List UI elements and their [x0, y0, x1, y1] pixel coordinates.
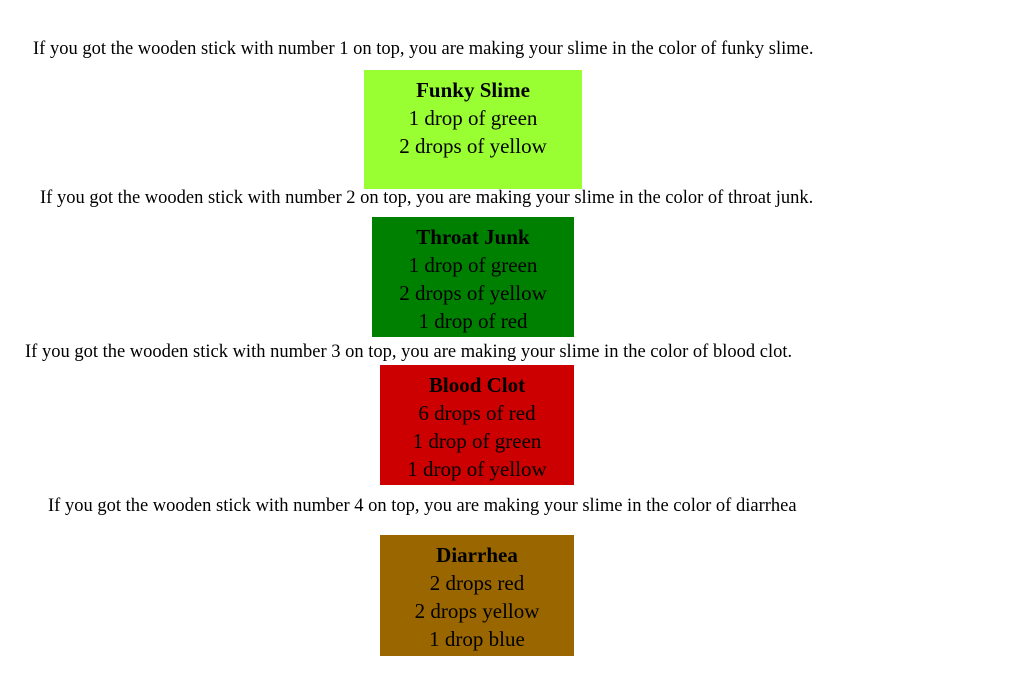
- color-box-throat-junk: [372, 217, 574, 337]
- instruction-stick-3: If you got the wooden stick with number 3 on top, you are making your slime in the color of blood clot.: [25, 342, 793, 362]
- ingredient: 2 drops of yellow: [399, 281, 547, 305]
- instruction-stick-2: If you got the wooden stick with number 2 on top, you are making your slime in the color of throat junk.: [40, 188, 814, 208]
- ingredient: 1 drop of green: [408, 106, 538, 130]
- instruction-stick-1: If you got the wooden stick with number 1 on top, you are making your slime in the color of funky slime.: [33, 39, 814, 59]
- ingredient: 1 drop of green: [408, 253, 538, 277]
- ingredient: 2 drops yellow: [414, 599, 540, 623]
- color-title: Diarrhea: [436, 543, 518, 567]
- ingredient: 1 drop of green: [412, 429, 542, 453]
- color-box-blood-clot: [380, 365, 574, 485]
- color-title: Funky Slime: [416, 78, 530, 102]
- ingredient: 1 drop of yellow: [407, 457, 547, 481]
- ingredient: 2 drops red: [429, 571, 525, 595]
- ingredient: 1 drop of red: [418, 309, 528, 333]
- color-box-funky-slime: [364, 70, 582, 189]
- color-title: Blood Clot: [428, 373, 526, 397]
- ingredient: 1 drop blue: [429, 627, 525, 651]
- ingredient: 6 drops of red: [418, 401, 536, 425]
- color-title: Throat Junk: [416, 225, 530, 249]
- color-box-diarrhea: [380, 535, 574, 656]
- instruction-stick-4: If you got the wooden stick with number 4 on top, you are making your slime in the color of diarrhea: [48, 496, 797, 516]
- ingredient: 2 drops of yellow: [399, 134, 547, 158]
